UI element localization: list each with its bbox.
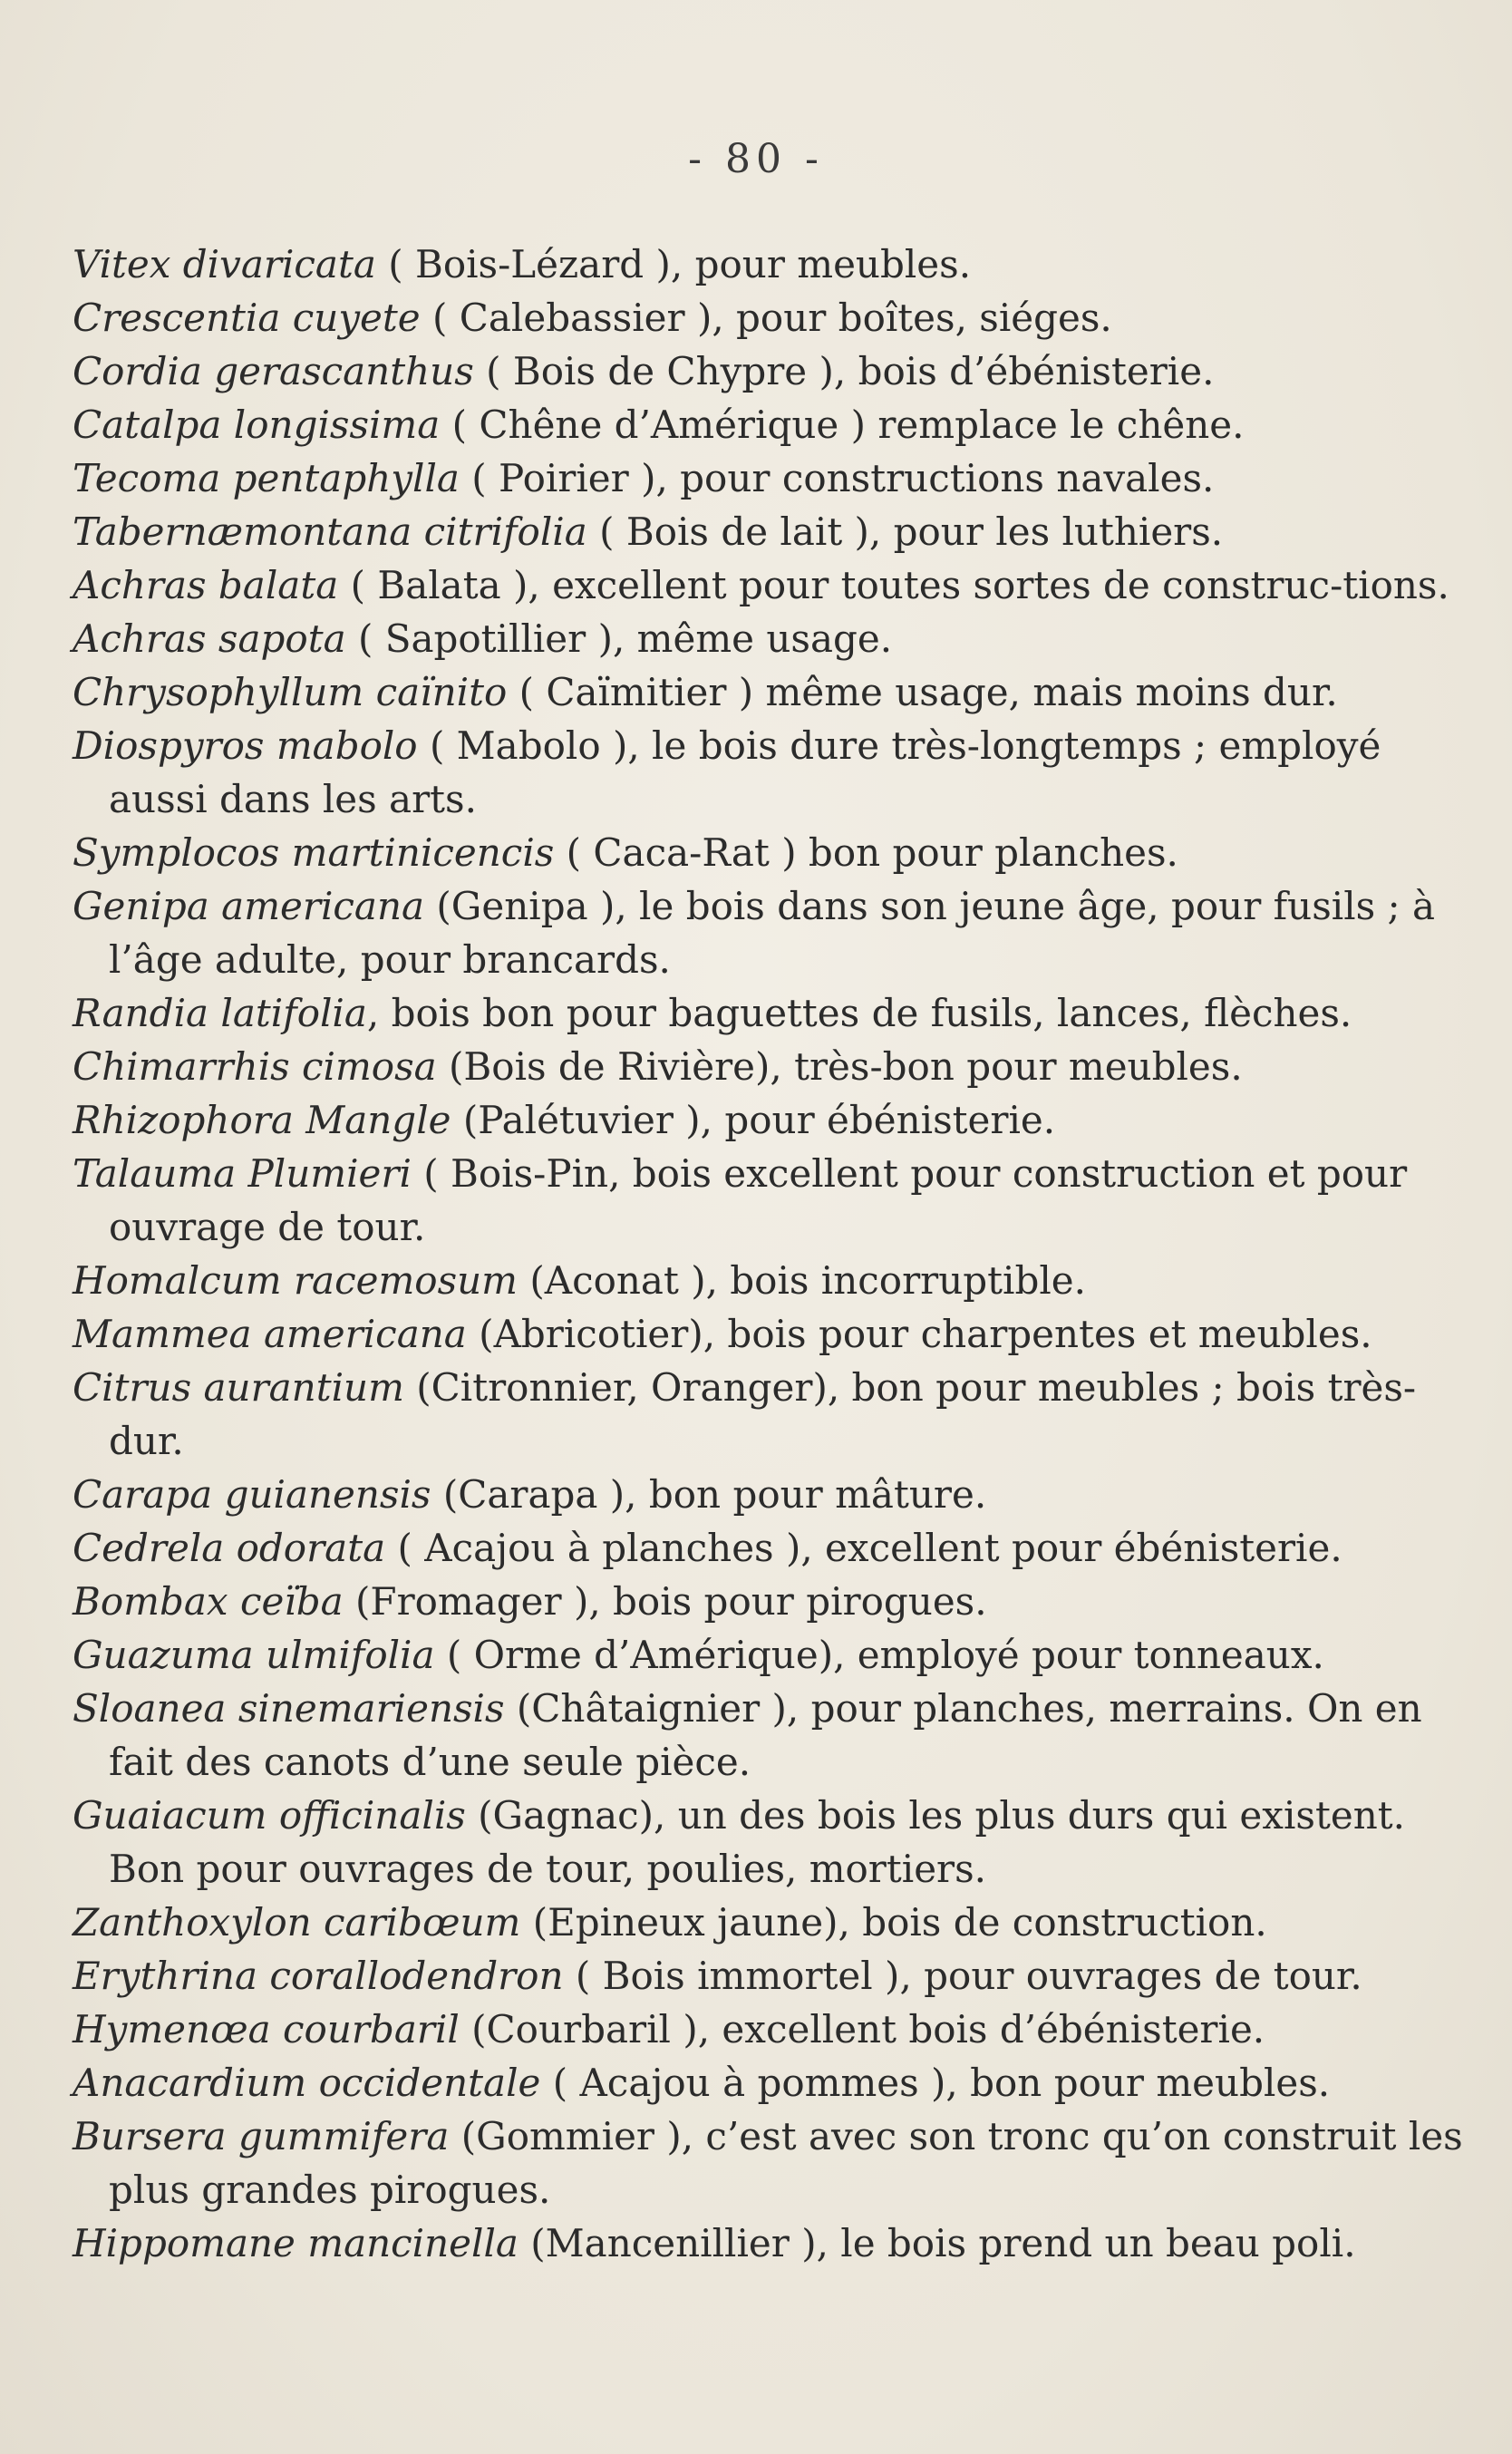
entry-text: ( Acajou à planches ), excellent pour ébénisterie. — [385, 1526, 1342, 1570]
list-item — [73, 2003, 1468, 2056]
list-item — [73, 1307, 1468, 1361]
list-item — [73, 238, 1468, 291]
latin-name: Guazuma ulmifolia — [73, 1633, 435, 1677]
entry-text: (Aconat ), bois incorruptible. — [518, 1258, 1087, 1303]
entry-text: (Châtaignier ), pour planches, merrains. On en fait des canots d’une seule pièce. — [109, 1686, 1422, 1784]
list-item — [73, 1040, 1468, 1093]
entry-text: ( Poirier ), pour constructions navales. — [459, 456, 1215, 500]
entry-text: (Fromager ), bois pour pirogues. — [343, 1579, 987, 1624]
entry-text: ( Orme d’Amérique), employé pour tonneaux. — [434, 1633, 1324, 1677]
list-item — [73, 1949, 1468, 2003]
list-item — [73, 1896, 1468, 1949]
entry-text: ( Bois immortel ), pour ouvrages de tour. — [563, 1954, 1362, 1998]
latin-name: Hymenœa courbaril — [73, 2007, 460, 2051]
latin-name: Tabernæmontana citrifolia — [73, 509, 587, 554]
list-item — [73, 612, 1468, 665]
entry-text: (Courbaril ), excellent bois d’ébénisterie. — [459, 2007, 1265, 2051]
entry-text: ( Calebassier ), pour boîtes, siéges. — [420, 296, 1112, 340]
page-number: - 80 - — [688, 136, 824, 182]
list-item — [73, 665, 1468, 719]
entry-text: (Citronnier, Oranger), bon pour meubles ; bois très-dur. — [109, 1365, 1417, 1463]
list-item — [73, 1093, 1468, 1147]
entry-text: ( Bois-Lézard ), pour meubles. — [375, 242, 972, 286]
entry-text: ( Caca-Rat ) bon pour planches. — [554, 830, 1178, 875]
list-item — [73, 2216, 1468, 2270]
entry-text: ( Balata ), excellent pour toutes sortes de construc-tions. — [338, 563, 1449, 607]
entry-text: ( Bois de lait ), pour les luthiers. — [586, 509, 1224, 554]
latin-name: Erythrina corallodendron — [73, 1954, 564, 1998]
entry-text: (Gommier ), c’est avec son tronc qu’on construit les plus grandes pirogues. — [109, 2114, 1463, 2212]
latin-name: Hippomane mancinella — [73, 2221, 519, 2265]
list-item — [73, 2110, 1468, 2216]
latin-name: Catalpa longissima — [73, 403, 441, 447]
latin-name: Crescentia cuyete — [73, 296, 421, 340]
latin-name: Chrysophyllum caïnito — [73, 670, 508, 714]
list-item — [73, 1468, 1468, 1521]
latin-name: Diospyros mabolo — [73, 723, 418, 768]
list-item — [73, 826, 1468, 879]
latin-name: Bombax ceïba — [73, 1579, 344, 1624]
list-item — [73, 879, 1468, 986]
entry-text: ( Mabolo ), le bois dure très-longtemps ; employé aussi dans les arts. — [109, 723, 1381, 821]
list-item — [73, 451, 1468, 505]
latin-name: Cedrela odorata — [73, 1526, 386, 1570]
entry-text: ( Bois de Chypre ), bois d’ébénisterie. — [473, 349, 1215, 393]
latin-name: Rhizophora Mangle — [73, 1098, 451, 1142]
latin-name: Mammea americana — [73, 1312, 467, 1356]
entry-text: ( Sapotillier ), même usage. — [345, 616, 893, 661]
latin-name: Achras sapota — [73, 616, 346, 661]
list-item — [73, 2056, 1468, 2110]
entry-text: ( Chêne d’Amérique ) remplace le chêne. — [440, 403, 1245, 447]
list-item — [73, 1361, 1468, 1468]
list-item — [73, 1147, 1468, 1254]
latin-name: Genipa americana — [73, 884, 425, 928]
latin-name: Zanthoxylon caribœum — [73, 1900, 521, 1945]
list-item — [73, 1628, 1468, 1682]
latin-name: Chimarrhis cimosa — [73, 1044, 437, 1089]
latin-name: Symplocos martinicencis — [73, 830, 555, 875]
list-item — [73, 1789, 1468, 1896]
entry-text: , bois bon pour baguettes de fusils, lances, flèches. — [366, 991, 1352, 1035]
list-item — [73, 558, 1468, 612]
list-item — [73, 719, 1468, 826]
entry-text: (Abricotier), bois pour charpentes et meubles. — [466, 1312, 1372, 1356]
list-item — [73, 1682, 1468, 1789]
list-item — [73, 344, 1468, 398]
entry-text: (Carapa ), bon pour mâture. — [431, 1472, 987, 1517]
entry-text: (Mancenillier ), le bois prend un beau poli. — [518, 2221, 1356, 2265]
latin-name: Bursera gummifera — [73, 2114, 450, 2158]
latin-name: Tecoma pentaphylla — [73, 456, 460, 500]
entry-text: ( Bois-Pin, bois excellent pour construction et pour ouvrage de tour. — [109, 1151, 1408, 1249]
latin-name: Guaiacum officinalis — [73, 1793, 466, 1838]
latin-name: Anacardium occidentale — [73, 2061, 541, 2105]
list-item — [73, 291, 1468, 344]
entry-text: ( Acajou à pommes ), bon pour meubles. — [540, 2061, 1331, 2105]
list-item — [73, 1575, 1468, 1628]
latin-name: Sloanea sinemariensis — [73, 1686, 505, 1731]
entry-text: ( Caïmitier ) même usage, mais moins dur. — [507, 670, 1338, 714]
species-list — [73, 238, 1468, 2270]
latin-name: Randia latifolia — [73, 991, 367, 1035]
entry-text: (Palétuvier ), pour ébénisterie. — [451, 1098, 1056, 1142]
list-item — [73, 398, 1468, 451]
latin-name: Homalcum racemosum — [73, 1258, 518, 1303]
latin-name: Achras balata — [73, 563, 339, 607]
latin-name: Cordia gerascanthus — [73, 349, 474, 393]
list-item — [73, 986, 1468, 1040]
list-item — [73, 505, 1468, 558]
list-item — [73, 1254, 1468, 1307]
latin-name: Citrus aurantium — [73, 1365, 404, 1410]
latin-name: Carapa guianensis — [73, 1472, 431, 1517]
list-item — [73, 1521, 1468, 1575]
latin-name: Vitex divaricata — [73, 242, 376, 286]
entry-text: (Gagnac), un des bois les plus durs qui existent. Bon pour ouvrages de tour, poulies, mortiers. — [109, 1793, 1405, 1891]
entry-text: (Epineux jaune), bois de construction. — [520, 1900, 1267, 1945]
latin-name: Talauma Plumieri — [73, 1151, 412, 1196]
entry-text: (Bois de Rivière), très-bon pour meubles. — [436, 1044, 1243, 1089]
entry-text: (Genipa ), le bois dans son jeune âge, pour fusils ; à l’âge adulte, pour brancards. — [109, 884, 1436, 982]
